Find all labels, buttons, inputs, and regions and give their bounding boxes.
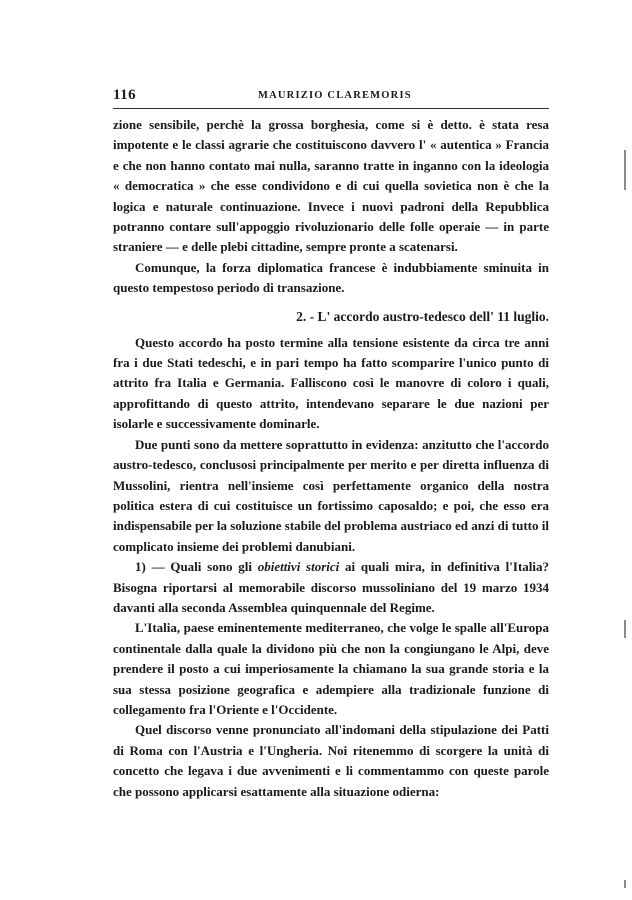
paragraph: Comunque, la forza diplomatica francese è indubbiamente sminuita in questo tempestoso periodo di transazione. xyxy=(113,259,549,296)
paragraph-text: ai quali mira, in definitiva l'Italia? Bisogna riportarsi al memorabile discorso mussoliniano del 19 marzo 1934 davanti alla seconda Assemblea quinquennale del Regime. xyxy=(113,559,549,615)
emphasis-text: obiettivi storici xyxy=(257,559,340,575)
paragraph: Due punti sono da mettere soprattutto in evidenza: anzitutto che l'accordo austro-tedesco, conclusosi principalmente per merito e per diretta influenza di Mussolini, rientra nell'insieme così perfettamente organico della nostra politica estera di cui costituisce un fortissimo caposaldo; e poi, che esso era indispensabile per la soluzione stabile del problema austriaco ed anzi di tutto il complicato insieme dei problemi danubiani. xyxy=(113,436,549,554)
paragraph xyxy=(113,557,549,618)
header-rule xyxy=(113,108,549,109)
paragraph: L'Italia, paese eminentemente mediterraneo, che volge le spalle all'Europa continentale dalla quale la dividono più che non la congiungano le Alpi, deve prendere il posto a cui imperiosamente la chiamano la sua grande storia e la sua stessa posizione geografica e adempiere alla tradizionale funzione di collegamento fra l'Oriente e l'Occidente. xyxy=(113,620,549,717)
scan-edge-mark xyxy=(624,150,626,190)
page-header xyxy=(113,87,549,107)
paragraph: zione sensibile, perchè la grossa borghesia, come si è detto. è stata resa impotente e le classi agrarie che costituiscono davvero l' « autentica » Francia e che non hanno contato mai nulla, saranno tratte in inganno con la ideologia « democratica » che esse condividono e di cui quella sovietica non è che la logica e naturale continuazione. Invece i nuovi padroni della Repubblica potranno contare sull'appoggio rivoluzionario delle folle operaie — in parte straniere — e delle plebi cittadine, sempre pronte a scatenarsi. xyxy=(113,117,549,255)
paragraph-text: 1) — Quali sono gli xyxy=(135,559,258,575)
body-text xyxy=(113,115,549,802)
paragraph: Questo accordo ha posto termine alla tensione esistente da circa tre anni fra i due Stati tedeschi, e in pari tempo ha fatto scomparire l'unico punto di attrito fra Italia e Germania. Falliscono così le manovre di coloro i quali, approfittando di questo attrito, intendevano separare le due nazioni per isolarle e successivamente dominarle. xyxy=(113,334,549,432)
scan-edge-mark xyxy=(624,620,626,638)
page-number: 116 xyxy=(113,87,137,103)
running-head: MAURIZIO CLAREMORIS xyxy=(258,90,412,101)
scan-edge-mark xyxy=(624,880,626,888)
section-heading: 2. - L' accordo austro-tedesco dell' 11 luglio. xyxy=(296,308,549,324)
paragraph: Quel discorso venne pronunciato all'indomani della stipulazione dei Patti di Roma con l'Austria e l'Ungheria. Noi ritenemmo di scorgere la unità di concetto che legava i due avvenimenti e li commentammo con queste parole che possono applicarsi esattamente alla situazione odierna: xyxy=(113,722,549,799)
